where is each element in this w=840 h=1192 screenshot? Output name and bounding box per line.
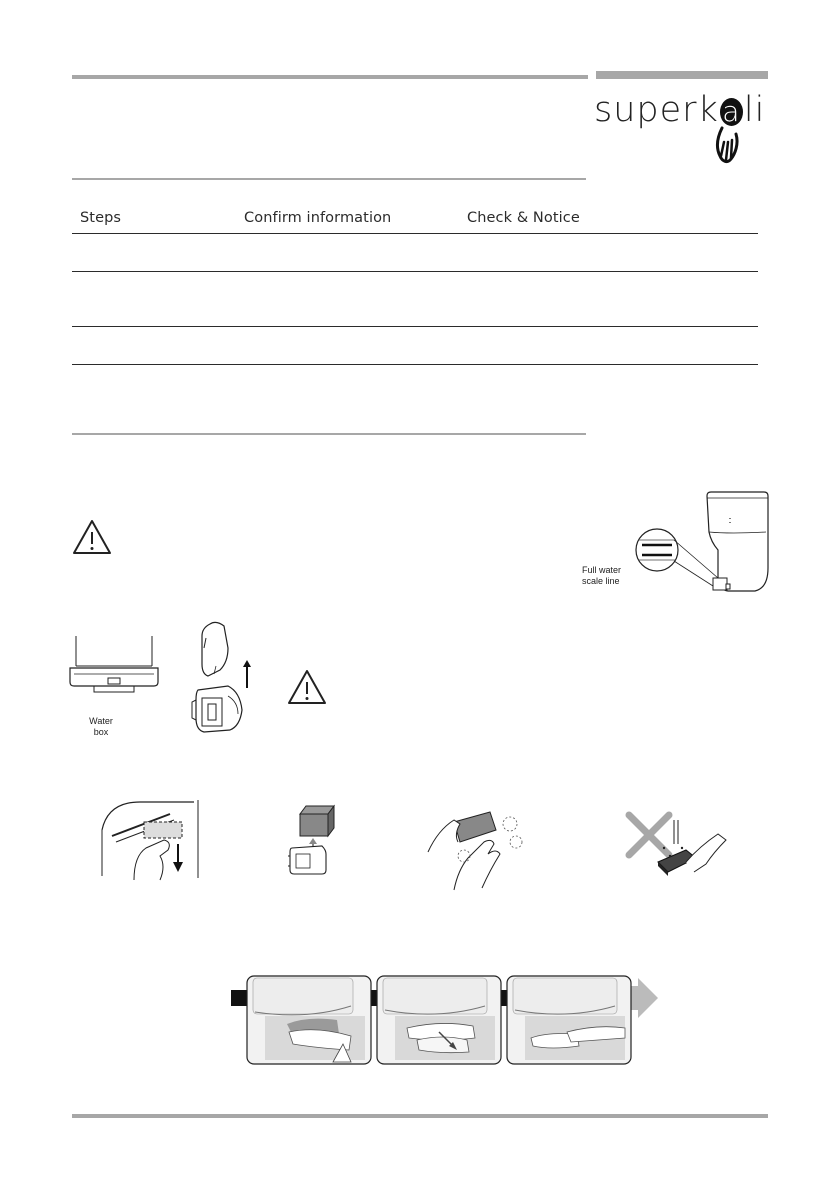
warning-triangle-icon xyxy=(287,669,327,705)
brand-a: a xyxy=(720,98,743,126)
brand-logo xyxy=(594,88,774,168)
water-box-label: Water box xyxy=(89,716,113,737)
filter-washing-illustration xyxy=(424,808,526,890)
top-rule-left xyxy=(72,75,588,79)
top-rule-right xyxy=(596,71,768,79)
water-box-illustration xyxy=(66,636,162,698)
col-header-steps: Steps xyxy=(80,210,122,226)
section-rule-2 xyxy=(72,433,586,435)
brand-prefix: super xyxy=(594,90,698,130)
filter-sponge-illustration xyxy=(286,804,338,880)
dryer-use-photo-3 xyxy=(507,976,631,1064)
hand-mark-icon xyxy=(712,126,746,168)
col-header-confirm-information: Confirm information xyxy=(244,210,392,226)
table-header-rule xyxy=(72,233,758,234)
brand-logo-text xyxy=(594,90,765,130)
table-row-rule xyxy=(72,326,758,327)
filter-under-tap-illustration xyxy=(656,818,728,880)
brand-suffix: li xyxy=(743,90,766,130)
brand-k: k xyxy=(697,90,719,130)
up-arrow-icon xyxy=(242,660,252,690)
full-water-scale-label: Full water scale line xyxy=(582,565,622,586)
table-row-rule xyxy=(72,364,758,365)
table-row-rule xyxy=(72,271,758,272)
bottom-rule xyxy=(72,1114,768,1118)
warning-triangle-icon xyxy=(72,519,112,555)
col-header-check-notice: Check & Notice xyxy=(467,210,580,226)
dryer-use-photo-1 xyxy=(247,976,371,1064)
filter-pull-out-illustration xyxy=(94,800,206,882)
dryer-use-photo-2 xyxy=(377,976,501,1064)
section-rule-1 xyxy=(72,178,586,180)
